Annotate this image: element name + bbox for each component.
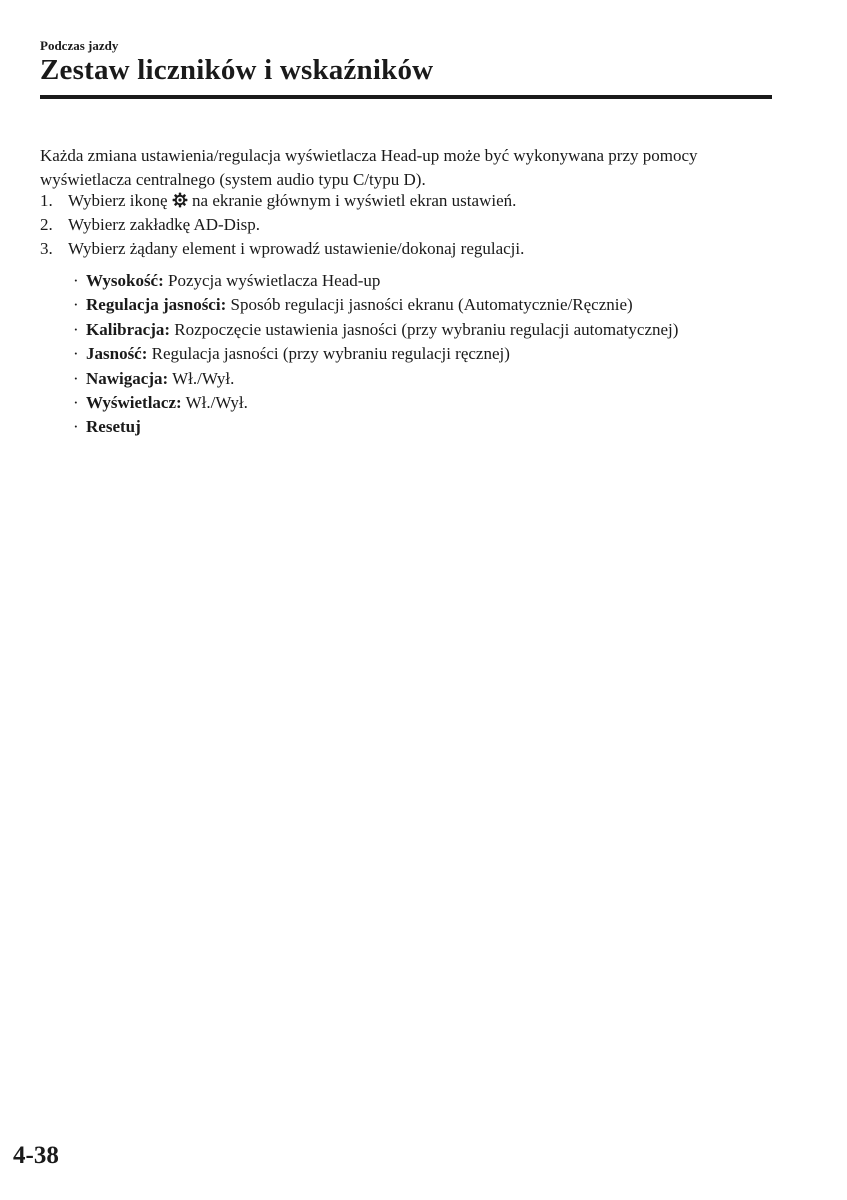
step-item	[40, 237, 780, 261]
setting-description: Sposób regulacji jasności ekranu (Automatycznie/Ręcznie)	[230, 295, 633, 315]
step-text: Wybierz żądany element i wprowadź ustawienie/dokonaj regulacji.	[68, 239, 525, 258]
setting-description: Regulacja jasności (przy wybraniu regulacji ręcznej)	[151, 344, 510, 364]
settings-list	[73, 269, 793, 440]
setting-item-reset	[73, 415, 793, 439]
setting-description: Wł./Wył.	[185, 393, 248, 413]
step-number: 3.	[40, 239, 53, 258]
title-divider	[40, 95, 772, 99]
page-number: 4-38	[13, 1142, 59, 1169]
setting-description: Rozpoczęcie ustawienia jasności (przy wybraniu regulacji automatycznej)	[174, 319, 679, 339]
step-text: Wybierz zakładkę AD-Disp.	[68, 215, 261, 234]
bullet: ·	[73, 295, 79, 315]
steps-list	[40, 189, 780, 261]
bullet: ·	[73, 319, 79, 339]
step-text-after-icon: na ekranie głównym i wyświetl ekran ustawień.	[192, 191, 517, 210]
section-label: Podczas jazdy	[40, 38, 119, 53]
setting-item-display	[73, 391, 793, 415]
setting-description: Wł./Wył.	[172, 368, 235, 388]
setting-label: Kalibracja:	[86, 319, 171, 339]
setting-label: Wysokość:	[86, 271, 164, 290]
setting-label: Nawigacja:	[86, 368, 169, 388]
page-title: Zestaw liczników i wskaźników	[40, 54, 434, 86]
setting-label: Regulacja jasności:	[86, 295, 227, 315]
step-item	[40, 189, 780, 213]
bullet: ·	[73, 393, 79, 413]
setting-item-navigation	[73, 367, 793, 391]
step-number: 1.	[40, 191, 53, 210]
setting-description: Pozycja wyświetlacza Head-up	[168, 271, 381, 290]
bullet: ·	[73, 417, 79, 437]
step-text-before-icon: Wybierz ikonę	[68, 191, 168, 210]
setting-item-calibration	[73, 318, 793, 342]
setting-item-brightness	[73, 342, 793, 366]
step-item	[40, 213, 780, 237]
setting-label: Wyświetlacz:	[86, 393, 182, 413]
step-number: 2.	[40, 215, 53, 234]
setting-item-brightness-control	[73, 293, 793, 317]
setting-label: Jasność:	[86, 344, 148, 364]
bullet: ·	[73, 368, 79, 388]
gear-icon	[172, 192, 188, 208]
setting-item-height	[73, 269, 793, 293]
intro-paragraph: Każda zmiana ustawienia/regulacja wyświetlacza Head-up może być wykonywana przy pomocy wyświetlacza centralnego (system audio typu C/typu D).	[40, 146, 698, 189]
bullet: ·	[73, 344, 79, 364]
bullet: ·	[73, 271, 79, 290]
setting-label: Resetuj	[86, 417, 141, 437]
